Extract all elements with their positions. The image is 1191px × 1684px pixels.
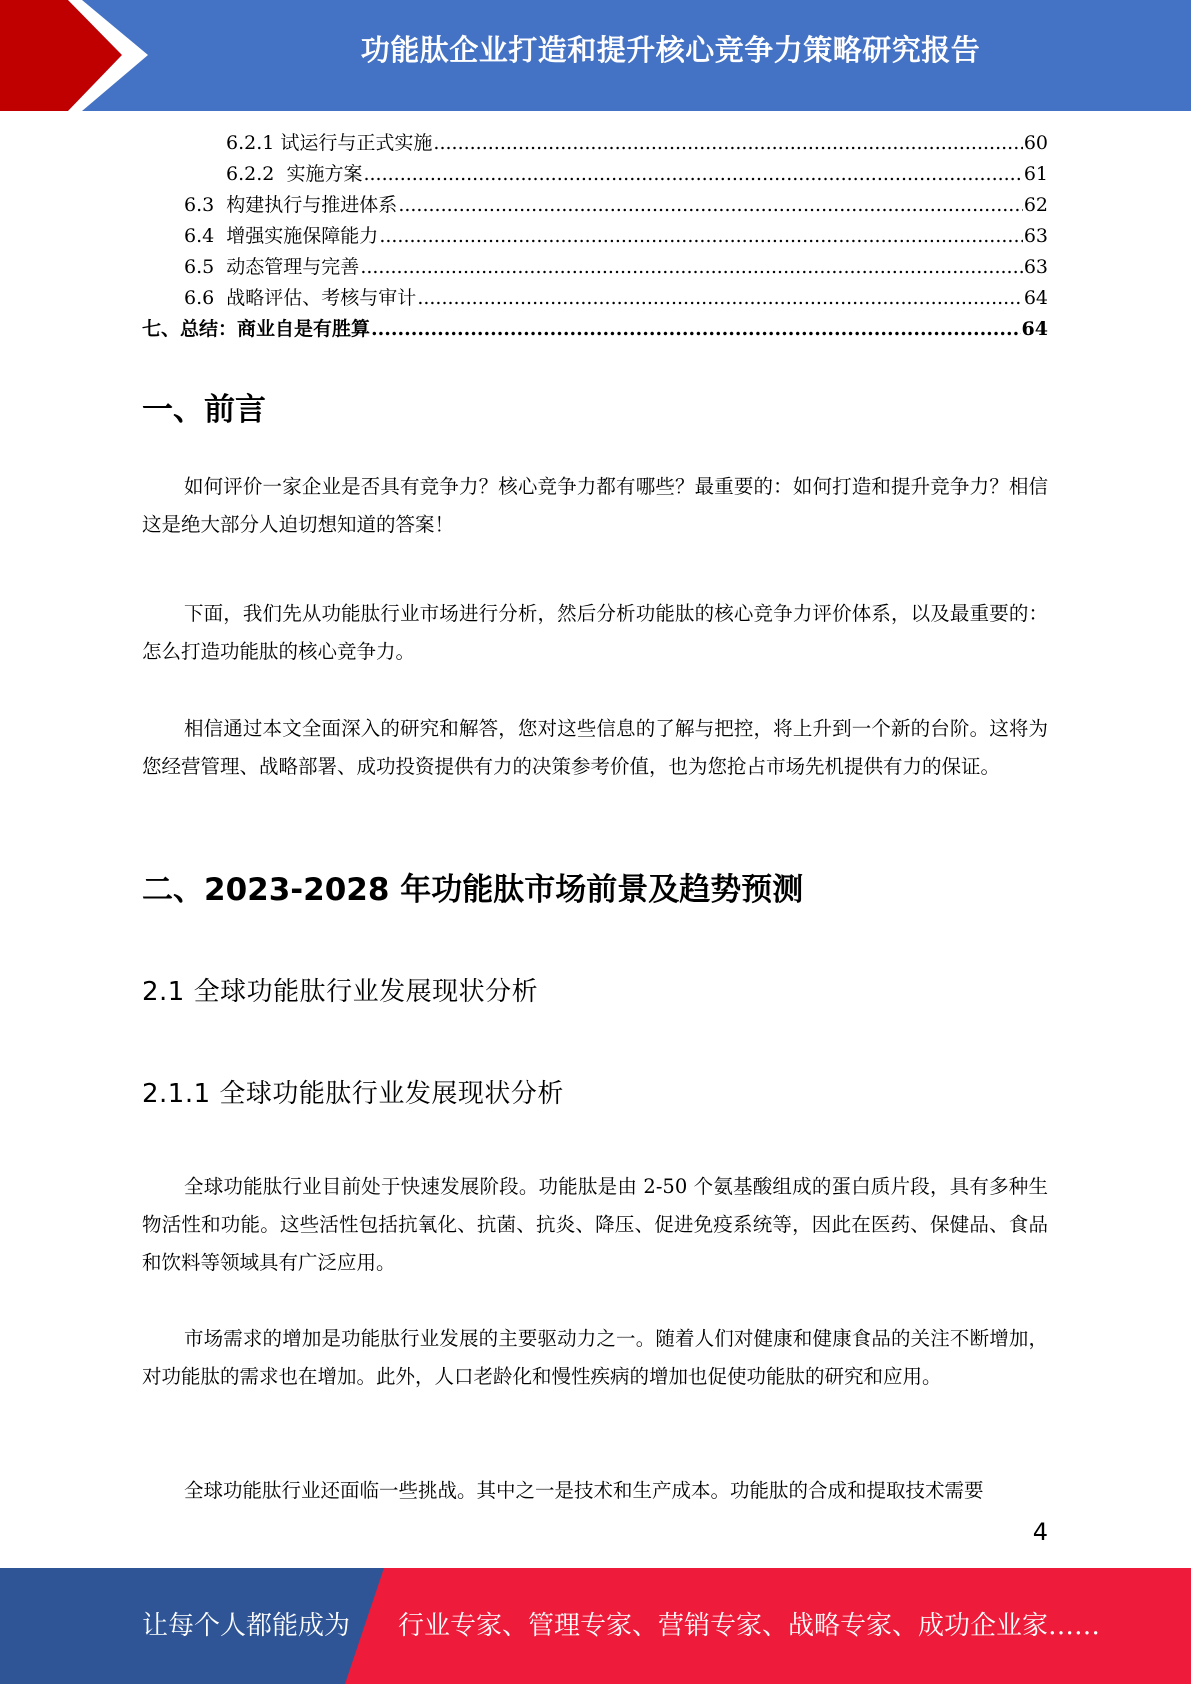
paragraph: 下面，我们先从功能肽行业市场进行分析，然后分析功能肽的核心竞争力评价体系，以及最重要的：怎么打造功能肽的核心竞争力。 — [142, 602, 1048, 663]
section-heading-preface: 一、前言 — [142, 392, 266, 428]
toc-entry[interactable] — [142, 283, 1048, 314]
toc-leader-dots — [417, 283, 1023, 314]
toc-page-number: 64 — [1021, 318, 1048, 340]
paragraph: 如何评价一家企业是否具有竞争力？核心竞争力都有哪些？最重要的：如何打造和提升竞争力？相信这是绝大部分人迫切想知道的答案！ — [142, 475, 1048, 536]
paragraph: 相信通过本文全面深入的研究和解答，您对这些信息的了解与把控，将上升到一个新的台阶。这将为您经营管理、战略部署、成功投资提供有力的决策参考价值，也为您抢占市场先机提供有力的保证。 — [142, 717, 1048, 778]
toc-leader-dots — [363, 159, 1022, 190]
toc-entry[interactable] — [142, 128, 1048, 159]
arrow-logo-icon — [0, 0, 160, 111]
paragraph: 全球功能肽行业目前处于快速发展阶段。功能肽是由 2-50 个氨基酸组成的蛋白质片段，具有多种生物活性和功能。这些活性包括抗氧化、抗菌、抗炎、降压、促进免疫系统等，因此在医药、保健品、食品和饮料等领域具有广泛应用。 — [142, 1175, 1048, 1274]
toc-title: 七、总结：商业自是有胜算 — [142, 318, 371, 340]
toc-page-number: 60 — [1023, 132, 1048, 154]
toc-number: 6.3 — [184, 194, 227, 216]
paragraph: 全球功能肽行业还面临一些挑战。其中之一是技术和生产成本。功能肽的合成和提取技术需要 — [184, 1479, 984, 1502]
toc-title: 构建执行与推进体系 — [226, 194, 398, 216]
footer-slogan-left: 让每个人都能成为 — [142, 1611, 351, 1641]
report-title: 功能肽企业打造和提升核心竞争力策略研究报告 — [360, 33, 981, 67]
page-footer — [0, 1568, 1191, 1684]
table-of-contents — [142, 128, 1048, 345]
toc-entry[interactable] — [142, 314, 1048, 345]
toc-leader-dots — [398, 190, 1023, 221]
toc-number: 6.4 — [184, 225, 227, 247]
toc-entry[interactable] — [142, 159, 1048, 190]
footer-slogan-right: 行业专家、管理专家、营销专家、战略专家、成功企业家…… — [398, 1611, 1101, 1641]
section-heading-market: 二、2023-2028 年功能肽市场前景及趋势预测 — [142, 872, 804, 908]
toc-page-number: 62 — [1023, 194, 1048, 216]
page-header — [0, 0, 1191, 111]
toc-leader-dots — [360, 252, 1023, 283]
toc-leader-dots — [379, 221, 1023, 252]
subsection-heading: 2.1 全球功能肽行业发展现状分析 — [142, 977, 539, 1007]
toc-title: 战略评估、考核与审计 — [226, 287, 417, 309]
toc-number: 6.5 — [184, 256, 227, 278]
toc-title: 动态管理与完善 — [226, 256, 360, 278]
subsubsection-heading: 2.1.1 全球功能肽行业发展现状分析 — [142, 1079, 564, 1109]
toc-number: 6.2.1 — [226, 132, 281, 154]
page-number: 4 — [1032, 1518, 1048, 1546]
toc-page-number: 63 — [1023, 225, 1048, 247]
paragraph: 市场需求的增加是功能肽行业发展的主要驱动力之一。随着人们对健康和健康食品的关注不断增加，对功能肽的需求也在增加。此外，人口老龄化和慢性疾病的增加也促使功能肽的研究和应用。 — [142, 1327, 1048, 1388]
toc-entry[interactable] — [142, 221, 1048, 252]
toc-number: 6.2.2 — [226, 163, 287, 185]
toc-leader-dots — [371, 314, 1021, 345]
toc-number: 6.6 — [184, 287, 227, 309]
toc-title: 试运行与正式实施 — [280, 132, 433, 154]
toc-page-number: 61 — [1023, 163, 1048, 185]
toc-leader-dots — [433, 128, 1022, 159]
toc-entry[interactable] — [142, 252, 1048, 283]
toc-page-number: 63 — [1023, 256, 1048, 278]
toc-entry[interactable] — [142, 190, 1048, 221]
toc-title: 实施方案 — [286, 163, 363, 185]
toc-title: 增强实施保障能力 — [226, 225, 379, 247]
toc-page-number: 64 — [1023, 287, 1048, 309]
